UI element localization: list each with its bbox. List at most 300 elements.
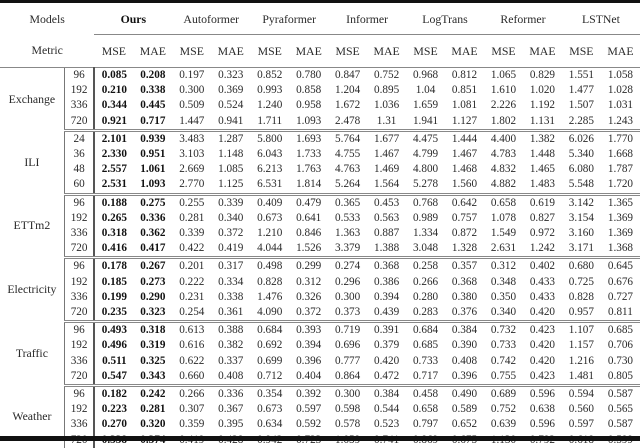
metric-value: 1.107 [568,324,594,337]
metric-value: 0.384 [451,324,478,337]
metric-value: 0.373 [328,305,367,322]
bottom-rule [0,436,640,441]
metric-value: 0.404 [289,369,328,386]
metric-value: 0.592 [296,418,322,431]
metric-value: 0.334 [218,275,244,288]
metric-value: 0.565 [607,403,634,416]
metric-mse: MSE [484,35,523,68]
metric-value: 0.673 [257,211,283,224]
metric-value: 0.660 [172,369,211,386]
metric-value: 1.770 [607,132,634,145]
metric-value: 0.689 [490,388,517,401]
metric-mse: MSE [250,35,289,68]
prediction-length: 192 [64,275,94,290]
metric-value: 0.178 [101,260,127,273]
metric-value: 1.125 [211,177,250,194]
metric-value: 0.658 [490,196,517,209]
metric-value: 0.270 [101,418,127,431]
metric-value: 0.420 [529,339,555,352]
metric-value: 4.090 [250,305,289,322]
metric-value: 4.800 [412,163,439,176]
model-header-logtrans: LogTrans [406,4,484,35]
metric-value: 0.283 [406,305,445,322]
metric-mse: MSE [562,35,601,68]
metric-value: 0.300 [179,84,205,97]
results-body [0,68,640,448]
metric-value: 0.941 [211,114,250,131]
metric-value: 0.391 [374,324,400,337]
metric-value: 0.993 [257,84,283,97]
metric-value: 0.433 [529,290,555,303]
metric-value: 2.226 [490,99,517,112]
metric-value: 0.336 [140,211,166,224]
metric-value: 1.240 [257,99,283,112]
metric-value: 0.338 [218,290,244,303]
metric-value: 0.408 [211,369,250,386]
metric-value: 0.199 [101,290,127,303]
metric-value: 0.458 [412,388,439,401]
prediction-length: 96 [64,322,94,339]
metric-value: 0.524 [218,99,244,112]
metric-value: 0.379 [374,339,400,352]
table-row [0,417,640,432]
metric-value: 0.290 [140,290,166,303]
metric-value: 0.641 [296,211,322,224]
prediction-length: 96 [64,68,94,84]
metric-value: 5.548 [562,177,601,194]
metric-value: 0.589 [451,403,478,416]
metric-value: 1.448 [529,148,555,161]
metric-value: 0.864 [328,369,367,386]
metric-value: 0.725 [568,275,594,288]
metric-mae: MAE [211,35,250,68]
metric-value: 0.777 [335,354,361,367]
metric-value: 2.669 [179,163,205,176]
metric-value: 0.300 [335,290,361,303]
metric-value: 1.078 [490,211,517,224]
metric-value: 1.061 [140,163,166,176]
metric-value: 0.757 [451,211,478,224]
metric-value: 2.770 [172,177,211,194]
metric-value: 0.719 [335,324,361,337]
metric-value: 1.242 [523,241,562,258]
header-row-models [0,4,640,35]
metric-value: 1.127 [445,114,484,131]
metric-value: 0.350 [490,290,517,303]
metric-value: 0.742 [490,354,517,367]
metric-value: 1.465 [529,163,555,176]
metric-value: 1.469 [374,163,400,176]
metric-value: 0.730 [607,354,634,367]
metric-value: 0.972 [529,227,555,240]
metric-value: 0.188 [101,196,127,209]
metric-value: 5.800 [257,132,283,145]
metric-value: 1.334 [412,227,439,240]
prediction-length: 192 [64,402,94,417]
metric-value: 0.336 [218,388,244,401]
metric-value: 0.613 [179,324,205,337]
metric-value: 0.255 [179,196,205,209]
metric-value: 0.433 [529,275,555,288]
metric-value: 1.368 [601,241,640,258]
metric-value: 0.684 [257,324,283,337]
metric-value: 0.372 [218,227,244,240]
table-row [0,68,640,84]
metric-value: 1.243 [601,114,640,131]
metric-value: 0.596 [529,418,555,431]
metric-value: 0.338 [140,84,166,97]
dataset-label: ILI [0,130,64,194]
table-row [0,402,640,417]
metric-value: 0.685 [607,324,634,337]
metric-value: 0.197 [179,69,205,81]
table-row [0,211,640,226]
metric-value: 1.526 [289,241,328,258]
metric-value: 1.031 [607,99,634,112]
metric-value: 5.278 [406,177,445,194]
metric-value: 0.523 [374,418,400,431]
metric-value: 3.154 [568,211,594,224]
metric-value: 0.085 [101,69,127,81]
metric-value: 1.467 [451,148,478,161]
metric-value: 0.797 [412,418,439,431]
metric-mse: MSE [172,35,211,68]
dataset-label: ETTm2 [0,194,64,258]
metric-value: 1.388 [367,241,406,258]
metric-value: 0.365 [335,196,361,209]
metric-value: 1.481 [562,369,601,386]
metric-value: 1.733 [296,148,322,161]
metric-value: 0.768 [412,196,439,209]
metric-value: 0.359 [179,418,205,431]
metric-label: Metric [0,35,94,68]
metric-value: 0.696 [335,339,361,352]
prediction-length: 96 [64,386,94,403]
metric-value: 0.872 [451,227,478,240]
model-header-autoformer: Autoformer [172,4,250,35]
prediction-length: 720 [64,305,94,322]
table-row [0,226,640,241]
metric-value: 0.280 [412,290,439,303]
metric-value: 4.882 [484,177,523,194]
metric-value: 1.31 [367,114,406,131]
metric-value: 0.634 [257,418,283,431]
metric-value: 0.827 [529,211,555,224]
metric-value: 0.275 [140,196,166,209]
metric-value: 0.300 [335,388,361,401]
metric-value: 5.340 [568,148,594,161]
metric-value: 0.368 [374,260,400,273]
prediction-length: 60 [64,177,94,194]
metric-value: 0.957 [562,305,601,322]
metric-value: 0.752 [374,69,400,81]
metric-value: 0.712 [250,369,289,386]
metric-value: 1.763 [296,163,322,176]
metric-value: 0.368 [451,275,478,288]
metric-value: 0.846 [296,227,322,240]
metric-value: 1.157 [568,339,594,352]
metric-value: 0.509 [179,99,205,112]
metric-value: 1.941 [406,114,445,131]
table-row [0,177,640,194]
metric-value: 0.265 [101,211,127,224]
metric-value: 0.598 [335,403,361,416]
metric-value: 0.380 [451,290,478,303]
metric-mse: MSE [94,35,133,68]
metric-value: 1.369 [607,211,634,224]
table-row [0,114,640,131]
metric-value: 1.081 [451,99,478,112]
metric-value: 0.968 [412,69,439,81]
metric-value: 0.921 [94,114,133,131]
metric-value: 1.131 [523,114,562,131]
metric-value: 0.354 [257,388,283,401]
metric-value: 0.339 [218,196,244,209]
metric-value: 1.028 [607,84,634,97]
metric-value: 0.396 [296,354,322,367]
metric-value: 6.531 [250,177,289,194]
metric-value: 1.476 [257,290,283,303]
model-header-informer: Informer [328,4,406,35]
metric-value: 1.04 [415,84,436,97]
prediction-length: 336 [64,290,94,305]
metric-mae: MAE [133,35,172,68]
metric-value: 0.340 [218,211,244,224]
metric-value: 0.479 [296,196,322,209]
metric-value: 1.564 [367,177,406,194]
metric-value: 0.372 [289,305,328,322]
metric-value: 5.764 [335,132,361,145]
prediction-length: 336 [64,354,94,369]
metric-value: 1.610 [490,84,517,97]
metric-value: 0.408 [451,354,478,367]
metric-value: 3.103 [179,148,205,161]
metric-value: 0.318 [140,324,166,337]
metric-value: 1.210 [257,227,283,240]
metric-value: 0.811 [601,305,640,322]
metric-value: 0.596 [529,388,555,401]
metric-value: 6.213 [257,163,283,176]
prediction-length: 720 [64,241,94,258]
metric-value: 0.319 [140,339,166,352]
metric-value: 0.692 [257,339,283,352]
metric-value: 1.192 [529,99,555,112]
model-header-ours: Ours [94,4,172,35]
table-row [0,130,640,147]
metric-value: 0.829 [529,69,555,81]
prediction-length: 36 [64,147,94,162]
metric-value: 0.684 [412,324,439,337]
metric-value: 0.828 [257,275,283,288]
metric-value: 0.384 [374,388,400,401]
prediction-length: 192 [64,211,94,226]
metric-value: 0.274 [335,260,361,273]
metric-value: 0.560 [568,403,594,416]
metric-value: 0.420 [529,354,555,367]
metric-value: 0.658 [412,403,439,416]
metric-value: 6.080 [568,163,594,176]
metric-value: 0.339 [179,227,205,240]
metric-value: 0.235 [94,305,133,322]
metric-value: 1.058 [607,69,634,81]
metric-value: 2.101 [101,132,127,145]
metric-value: 0.210 [101,84,127,97]
metric-value: 1.668 [607,148,634,161]
metric-value: 0.755 [484,369,523,386]
metric-value: 0.362 [140,227,166,240]
metric-value: 1.468 [451,163,478,176]
metric-value: 0.490 [451,388,478,401]
results-table [0,4,640,448]
metric-value: 0.733 [412,354,439,367]
metric-value: 5.264 [328,177,367,194]
metric-value: 1.328 [445,241,484,258]
metric-value: 0.258 [412,260,439,273]
metric-value: 0.312 [490,260,517,273]
table-row [0,290,640,305]
metric-mae: MAE [601,35,640,68]
metric-value: 0.231 [179,290,205,303]
metric-value: 0.343 [133,369,172,386]
metric-mae: MAE [445,35,484,68]
metric-value: 0.422 [172,241,211,258]
metric-value: 0.958 [296,99,322,112]
metric-value: 0.638 [529,403,555,416]
metric-value: 0.242 [140,388,166,401]
metric-value: 0.323 [133,305,172,322]
metric-value: 0.642 [451,196,478,209]
prediction-length: 48 [64,162,94,177]
metric-value: 0.394 [296,339,322,352]
metric-value: 0.594 [568,388,594,401]
metric-value: 0.752 [490,403,517,416]
prediction-length: 192 [64,338,94,353]
metric-value: 3.171 [562,241,601,258]
table-row [0,241,640,258]
metric-value: 1.036 [374,99,400,112]
prediction-length: 336 [64,417,94,432]
metric-value: 1.204 [335,84,361,97]
metric-value: 0.423 [529,324,555,337]
metric-value: 2.330 [101,148,127,161]
metric-value: 0.388 [218,324,244,337]
metric-value: 0.453 [374,196,400,209]
metric-value: 1.369 [607,227,634,240]
metric-value: 0.266 [179,388,205,401]
metric-value: 2.285 [562,114,601,131]
top-rule [0,0,640,3]
metric-value: 0.727 [607,290,634,303]
metric-value: 0.273 [140,275,166,288]
metric-value: 3.160 [568,227,594,240]
dataset-label: Electricity [0,258,64,322]
dataset-label: Weather [0,386,64,448]
metric-value: 0.386 [374,275,400,288]
metric-value: 0.254 [172,305,211,322]
metric-value: 0.597 [296,403,322,416]
metric-value: 4.044 [250,241,289,258]
metric-value: 1.447 [172,114,211,131]
metric-value: 4.783 [490,148,517,161]
prediction-length: 192 [64,83,94,98]
metric-mse: MSE [406,35,445,68]
metric-value: 0.472 [367,369,406,386]
metric-value: 0.281 [179,211,205,224]
metric-value: 0.639 [490,418,517,431]
metric-value: 0.320 [140,418,166,431]
metric-value: 0.858 [296,84,322,97]
metric-value: 0.296 [335,275,361,288]
metric-value: 0.423 [523,369,562,386]
metric-value: 1.365 [607,196,634,209]
metric-value: 1.551 [568,69,594,81]
metric-value: 0.223 [101,403,127,416]
metric-value: 0.717 [406,369,445,386]
metric-value: 1.802 [484,114,523,131]
metric-value: 0.616 [179,339,205,352]
metric-value: 0.392 [296,388,322,401]
metric-value: 1.065 [490,69,517,81]
metric-value: 0.376 [445,305,484,322]
metric-value: 0.895 [374,84,400,97]
metric-value: 0.493 [101,324,127,337]
metric-value: 0.420 [523,305,562,322]
metric-value: 1.467 [374,148,400,161]
metric-value: 0.851 [451,84,478,97]
metric-value: 0.416 [94,241,133,258]
metric-value: 1.020 [529,84,555,97]
metric-mae: MAE [367,35,406,68]
metric-value: 0.395 [218,418,244,431]
metric-value: 1.148 [218,148,244,161]
dataset-label: Traffic [0,322,64,386]
metric-value: 1.677 [374,132,400,145]
model-header-reformer: Reformer [484,4,562,35]
metric-value: 0.394 [374,290,400,303]
metric-value: 0.417 [133,241,172,258]
metric-value: 2.557 [101,163,127,176]
metric-value: 3.048 [406,241,445,258]
metric-value: 0.340 [484,305,523,322]
model-header-pyraformer: Pyraformer [250,4,328,35]
metric-value: 0.402 [529,260,555,273]
metric-value: 0.325 [140,354,166,367]
table-row [0,369,640,386]
metric-value: 0.420 [374,354,400,367]
metric-value: 1.659 [412,99,439,112]
metric-value: 1.693 [296,132,322,145]
metric-value: 0.326 [296,290,322,303]
metric-value: 0.312 [296,275,322,288]
metric-value: 2.478 [328,114,367,131]
metric-value: 0.717 [133,114,172,131]
metric-value: 1.085 [218,163,244,176]
table-row [0,147,640,162]
metric-value: 0.852 [257,69,283,81]
metric-value: 1.720 [601,177,640,194]
metric-value: 0.396 [445,369,484,386]
metric-value: 0.622 [179,354,205,367]
metric-value: 0.812 [451,69,478,81]
metric-value: 0.951 [140,148,166,161]
table-row [0,386,640,403]
metric-value: 0.445 [140,99,166,112]
metric-value: 0.587 [607,418,634,431]
metric-value: 1.560 [445,177,484,194]
metric-value: 4.799 [412,148,439,161]
metric-value: 1.477 [568,84,594,97]
metric-value: 1.711 [250,114,289,131]
